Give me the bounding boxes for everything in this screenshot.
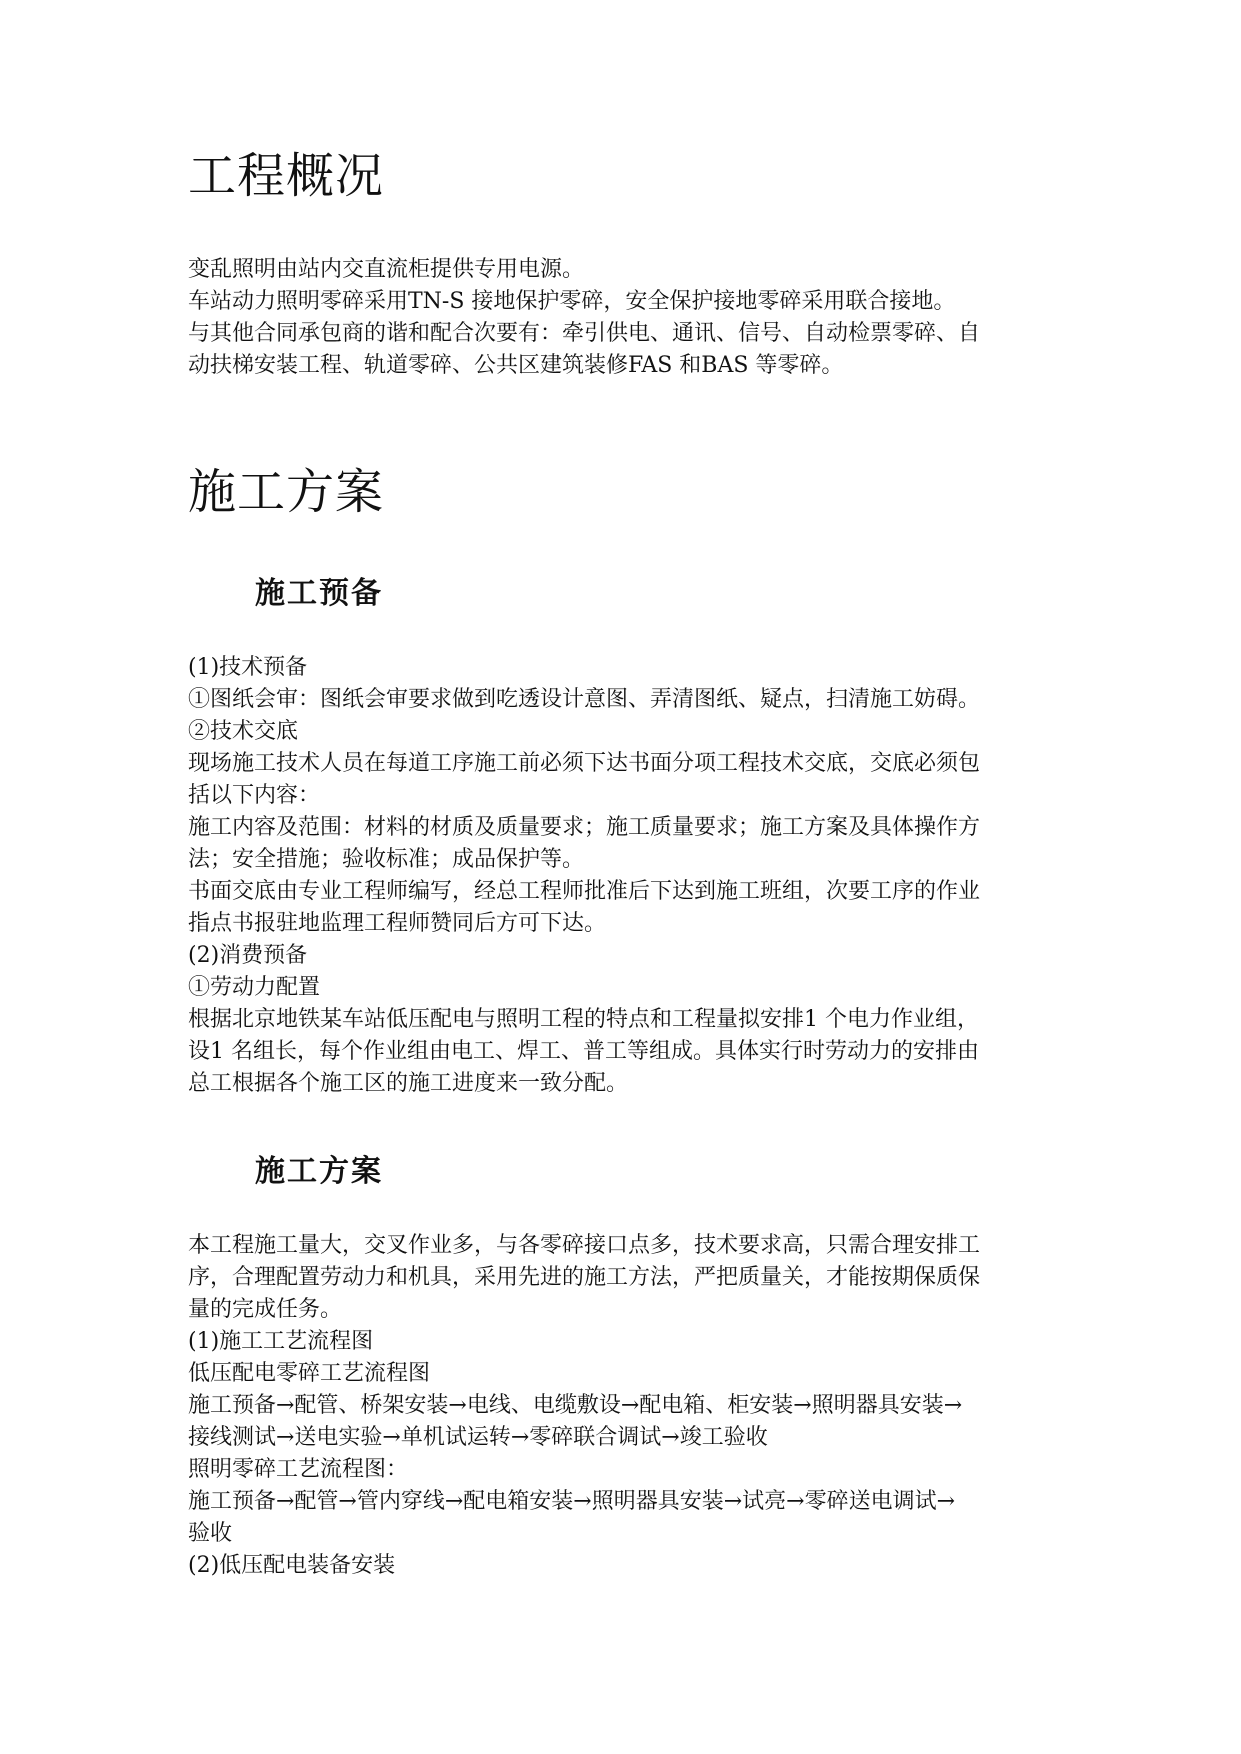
section-heading-overview: 工程概况 xyxy=(188,148,385,204)
text-line: 设1 名组长，每个作业组由电工、焊工、普工等组成。具体实行时劳动力的安排由 xyxy=(188,1039,979,1064)
text-line: ①图纸会审：图纸会审要求做到吃透设计意图、弄清图纸、疑点，扫清施工妨碍。 xyxy=(188,687,981,712)
text-line: (2)低压配电装备安装 xyxy=(188,1553,396,1578)
text-line: 根据北京地铁某车站低压配电与照明工程的特点和工程量拟安排1 个电力作业组， xyxy=(188,1007,979,1032)
text-line: (1)施工工艺流程图 xyxy=(188,1329,374,1354)
text-line: 序，合理配置劳动力和机具，采用先进的施工方法，严把质量关，才能按期保质保 xyxy=(188,1265,981,1290)
preparation-paragraph xyxy=(188,652,1088,1100)
text-line: 低压配电零碎工艺流程图 xyxy=(188,1361,431,1386)
text-line: 施工预备→配管→管内穿线→配电箱安装→照明器具安装→试亮→零碎送电调试→ xyxy=(188,1489,956,1514)
text-line: 量的完成任务。 xyxy=(188,1297,343,1322)
text-line: 括以下内容： xyxy=(188,783,321,808)
text-line: ②技术交底 xyxy=(188,719,299,744)
section-heading-construction-plan: 施工方案 xyxy=(188,464,385,520)
text-line: 本工程施工量大，交叉作业多，与各零碎接口点多，技术要求高，只需合理安排工 xyxy=(188,1233,981,1258)
text-line: (2)消费预备 xyxy=(188,943,308,968)
text-line: 与其他合同承包商的谐和配合次要有：牵引供电、通讯、信号、自动检票零碎、自 xyxy=(188,321,981,346)
text-line: 指点书报驻地监理工程师赞同后方可下达。 xyxy=(188,911,607,936)
plan-paragraph xyxy=(188,1230,1088,1582)
text-line: 动扶梯安装工程、轨道零碎、公共区建筑装修FAS 和BAS 等零碎。 xyxy=(188,353,844,378)
subsection-heading-preparation: 施工预备 xyxy=(255,576,383,611)
text-line: 总工根据各个施工区的施工进度来一致分配。 xyxy=(188,1071,629,1096)
text-line: 验收 xyxy=(188,1521,233,1546)
text-line: 车站动力照明零碎采用TN-S 接地保护零碎，安全保护接地零碎采用联合接地。 xyxy=(188,289,956,314)
text-line: 接线测试→送电实验→单机试运转→零碎联合调试→竣工验收 xyxy=(188,1425,768,1450)
text-line: 施工预备→配管、桥架安装→电线、电缆敷设→配电箱、柜安装→照明器具安装→ xyxy=(188,1393,963,1418)
text-line: 施工内容及范围：材料的材质及质量要求；施工质量要求；施工方案及具体操作方 xyxy=(188,815,981,840)
text-line: 现场施工技术人员在每道工序施工前必须下达书面分项工程技术交底，交底必须包 xyxy=(188,751,981,776)
text-line: 变乱照明由站内交直流柜提供专用电源。 xyxy=(188,257,585,282)
subsection-heading-plan: 施工方案 xyxy=(255,1154,383,1189)
text-line: 法；安全措施；验收标准；成品保护等。 xyxy=(188,847,585,872)
text-line: 照明零碎工艺流程图： xyxy=(188,1457,409,1482)
overview-paragraph xyxy=(188,254,1088,382)
text-line: ①劳动力配置 xyxy=(188,975,321,1000)
text-line: (1)技术预备 xyxy=(188,655,308,680)
text-line: 书面交底由专业工程师编写，经总工程师批准后下达到施工班组，次要工序的作业 xyxy=(188,879,981,904)
